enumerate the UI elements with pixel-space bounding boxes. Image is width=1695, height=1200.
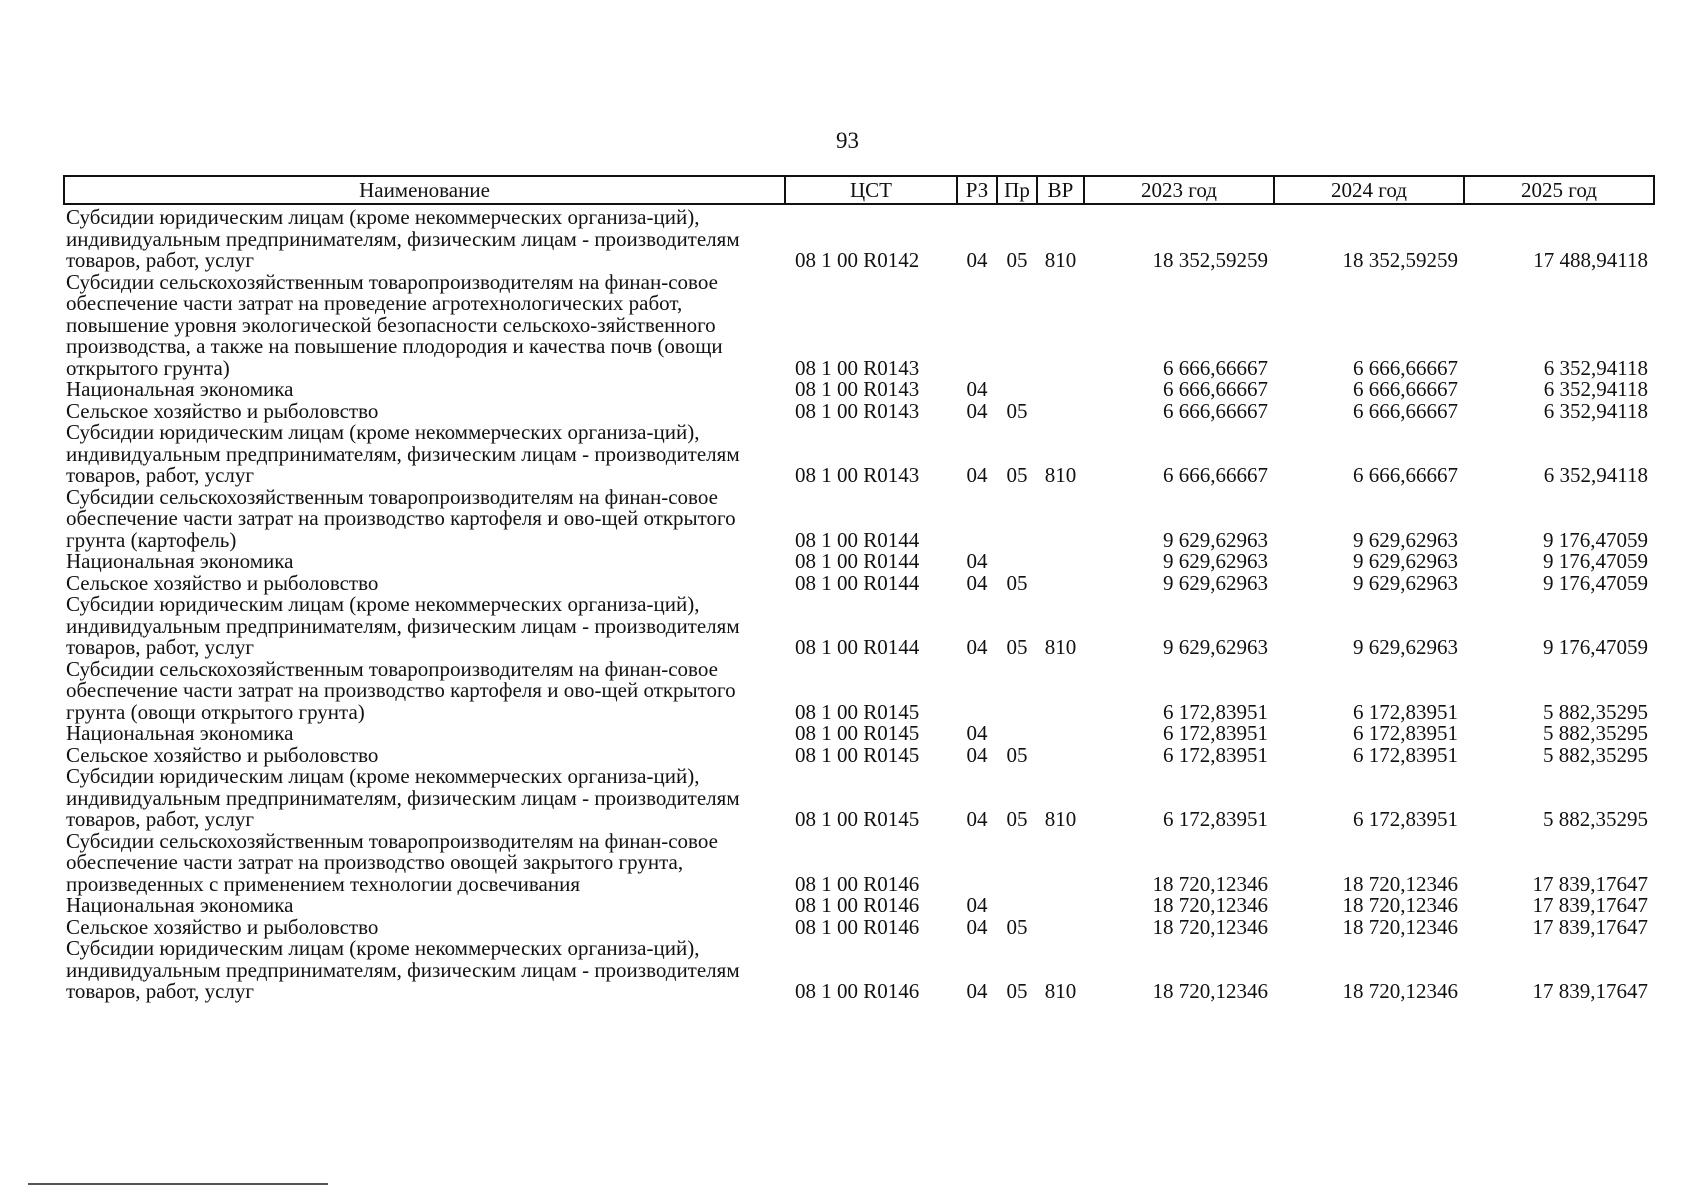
header-row xyxy=(64,176,1654,204)
cell-vr xyxy=(1037,551,1084,573)
cell-vr xyxy=(1037,745,1084,767)
cell-vr xyxy=(1037,659,1084,724)
cell-2025: 17 488,94118 xyxy=(1533,248,1648,272)
cell-pr: 05 xyxy=(1006,914,1028,939)
cell-pr: 05 xyxy=(1006,463,1028,487)
cell-2023: 9 629,62963 xyxy=(1163,527,1268,552)
cell-pr: 05 xyxy=(1006,979,1028,1003)
table-row xyxy=(64,831,1654,896)
cell-cst: 08 1 00 R0146 xyxy=(795,893,920,917)
cell-cst: 08 1 00 R0146 xyxy=(795,871,920,896)
cell-name: Сельское хозяйство и рыболовство xyxy=(66,914,379,939)
cell-2024: 6 666,66667 xyxy=(1353,355,1458,380)
cell-rz: 04 xyxy=(966,248,988,272)
cell-rz: 04 xyxy=(966,742,988,767)
table-row xyxy=(64,422,1654,487)
cell-2025: 5 882,35295 xyxy=(1543,721,1648,745)
cell-vr xyxy=(1037,723,1084,745)
page-number: 93 xyxy=(836,128,859,153)
cell-vr xyxy=(1037,917,1084,939)
cell-pr xyxy=(997,487,1037,552)
header-2023: 2023 год xyxy=(1084,176,1274,204)
cell-2025: 5 882,35295 xyxy=(1543,699,1648,724)
cell-rz xyxy=(957,831,997,896)
cell-cst: 08 1 00 R0142 xyxy=(795,248,920,272)
cell-vr xyxy=(1037,401,1084,423)
cell-2024: 18 720,12346 xyxy=(1342,914,1458,939)
cell-rz: 04 xyxy=(966,549,988,573)
cell-cst: 08 1 00 R0145 xyxy=(795,807,920,831)
cell-name: Национальная экономика xyxy=(66,549,294,573)
cell-cst: 08 1 00 R0144 xyxy=(795,570,920,595)
table-row xyxy=(64,917,1654,939)
cell-rz xyxy=(957,272,997,380)
cell-cst: 08 1 00 R0144 xyxy=(795,549,920,573)
cell-2025: 17 839,17647 xyxy=(1532,871,1648,896)
cell-name: Субсидии сельскохозяйственным товаропроизводителям на финан-совое обеспечение части затрат на проведение агротехнологических работ, повышение уровня экологической безопасности сельскохо-зяйственного производства, а также на повышение плодородия и качества почв (овощи открытого грунта) xyxy=(66,269,723,380)
cell-cst: 08 1 00 R0143 xyxy=(795,377,920,401)
table-row xyxy=(64,766,1654,831)
cell-rz: 04 xyxy=(966,914,988,939)
cell-rz: 04 xyxy=(966,398,988,423)
cell-name: Субсидии сельскохозяйственным товаропроизводителям на финан-совое обеспечение части затрат на производство картофеля и ово-щей открытого грунта (овощи открытого грунта) xyxy=(66,656,736,724)
cell-cst: 08 1 00 R0146 xyxy=(795,979,920,1003)
cell-2025: 9 176,47059 xyxy=(1543,549,1648,573)
cell-2024: 18 720,12346 xyxy=(1342,979,1458,1003)
cell-2023: 18 352,59259 xyxy=(1152,248,1268,272)
cell-pr xyxy=(997,723,1037,745)
cell-2023: 18 720,12346 xyxy=(1152,979,1268,1003)
cell-pr: 05 xyxy=(1006,248,1028,272)
cell-name: Сельское хозяйство и рыболовство xyxy=(66,570,379,595)
header-2024: 2024 год xyxy=(1274,176,1464,204)
cell-2023: 6 666,66667 xyxy=(1163,355,1268,380)
cell-2025: 5 882,35295 xyxy=(1543,742,1648,767)
cell-name: Субсидии юридическим лицам (кроме некоммерческих организа-ций), индивидуальным предпринимателям, физическим лицам - производителям товаров, работ, услуг xyxy=(66,592,740,659)
cell-2025: 6 352,94118 xyxy=(1543,377,1648,401)
cell-name: Субсидии сельскохозяйственным товаропроизводителям на финан-совое обеспечение части затрат на производство овощей закрытого грунта, произведенных с применением технологии досвечивания xyxy=(66,828,718,896)
cell-pr: 05 xyxy=(1006,635,1028,659)
cell-vr xyxy=(1037,895,1084,917)
cell-pr: 05 xyxy=(1006,570,1028,595)
cell-vr xyxy=(1037,573,1084,595)
cell-cst: 08 1 00 R0143 xyxy=(795,355,920,380)
cell-pr xyxy=(997,379,1037,401)
header-vr: ВР xyxy=(1037,176,1084,204)
cell-2024: 18 720,12346 xyxy=(1342,871,1458,896)
header-2025: 2025 год xyxy=(1464,176,1654,204)
cell-vr xyxy=(1037,379,1084,401)
cell-pr xyxy=(997,272,1037,380)
cell-2023: 9 629,62963 xyxy=(1163,570,1268,595)
cell-2025: 9 176,47059 xyxy=(1543,635,1648,659)
cell-name: Сельское хозяйство и рыболовство xyxy=(66,742,379,767)
cell-vr: 810 xyxy=(1044,635,1077,659)
budget-table xyxy=(63,175,1655,1003)
cell-2025: 17 839,17647 xyxy=(1532,893,1648,917)
cell-cst: 08 1 00 R0145 xyxy=(795,721,920,745)
cell-2025: 17 839,17647 xyxy=(1532,914,1648,939)
cell-2024: 9 629,62963 xyxy=(1353,570,1458,595)
cell-vr: 810 xyxy=(1044,807,1077,831)
cell-2023: 6 666,66667 xyxy=(1163,463,1268,487)
cell-rz xyxy=(957,659,997,724)
cell-rz: 04 xyxy=(966,979,988,1003)
table-row xyxy=(64,379,1654,401)
cell-vr: 810 xyxy=(1044,248,1077,272)
cell-vr xyxy=(1037,831,1084,896)
cell-cst: 08 1 00 R0146 xyxy=(795,914,920,939)
table-row xyxy=(64,745,1654,767)
cell-2024: 6 172,83951 xyxy=(1353,699,1458,724)
cell-rz: 04 xyxy=(966,377,988,401)
header-name: Наименование xyxy=(64,176,785,204)
cell-2023: 18 720,12346 xyxy=(1152,893,1268,917)
cell-2023: 18 720,12346 xyxy=(1152,914,1268,939)
footer-rule xyxy=(28,1183,328,1185)
cell-2024: 18 352,59259 xyxy=(1342,248,1458,272)
cell-rz xyxy=(957,487,997,552)
cell-cst: 08 1 00 R0144 xyxy=(795,527,920,552)
header-cst: ЦСТ xyxy=(785,176,957,204)
header-rz: РЗ xyxy=(957,176,997,204)
cell-2025: 17 839,17647 xyxy=(1532,979,1648,1003)
table-row xyxy=(64,723,1654,745)
cell-vr xyxy=(1037,272,1084,380)
cell-2024: 18 720,12346 xyxy=(1342,893,1458,917)
table-row xyxy=(64,401,1654,423)
cell-2024: 9 629,62963 xyxy=(1353,527,1458,552)
cell-name: Национальная экономика xyxy=(66,721,294,745)
cell-name: Субсидии сельскохозяйственным товаропроизводителям на финан-совое обеспечение части затрат на производство картофеля и ово-щей открытого грунта (картофель) xyxy=(66,484,736,552)
table-header xyxy=(64,176,1654,204)
cell-vr: 810 xyxy=(1044,979,1077,1003)
cell-2023: 6 666,66667 xyxy=(1163,377,1268,401)
table-row xyxy=(64,573,1654,595)
cell-2024: 6 666,66667 xyxy=(1353,377,1458,401)
cell-2024: 9 629,62963 xyxy=(1353,549,1458,573)
cell-2024: 9 629,62963 xyxy=(1353,635,1458,659)
cell-2025: 6 352,94118 xyxy=(1543,355,1648,380)
cell-vr: 810 xyxy=(1044,463,1077,487)
cell-rz: 04 xyxy=(966,635,988,659)
cell-rz: 04 xyxy=(966,893,988,917)
cell-2023: 6 172,83951 xyxy=(1163,807,1268,831)
cell-pr: 05 xyxy=(1006,807,1028,831)
table-row xyxy=(64,659,1654,724)
cell-2024: 6 666,66667 xyxy=(1353,463,1458,487)
cell-2023: 6 666,66667 xyxy=(1163,398,1268,423)
table-row xyxy=(64,895,1654,917)
cell-rz: 04 xyxy=(966,721,988,745)
cell-2023: 6 172,83951 xyxy=(1163,699,1268,724)
cell-name: Субсидии юридическим лицам (кроме некоммерческих организа-ций), индивидуальным предпринимателям, физическим лицам - производителям товаров, работ, услуг xyxy=(66,764,740,831)
table-row xyxy=(64,272,1654,380)
cell-2023: 6 172,83951 xyxy=(1163,742,1268,767)
cell-name: Национальная экономика xyxy=(66,893,294,917)
cell-cst: 08 1 00 R0145 xyxy=(795,699,920,724)
cell-name: Субсидии юридическим лицам (кроме некоммерческих организа-ций), индивидуальным предпринимателям, физическим лицам - производителям товаров, работ, услуг xyxy=(66,936,740,1003)
cell-rz: 04 xyxy=(966,807,988,831)
table-row xyxy=(64,204,1654,272)
header-pr: Пр xyxy=(997,176,1037,204)
cell-2025: 9 176,47059 xyxy=(1543,570,1648,595)
cell-2025: 6 352,94118 xyxy=(1543,463,1648,487)
cell-2025: 6 352,94118 xyxy=(1543,398,1648,423)
table-row xyxy=(64,551,1654,573)
cell-2024: 6 172,83951 xyxy=(1353,742,1458,767)
cell-pr: 05 xyxy=(1006,742,1028,767)
table-row xyxy=(64,938,1654,1003)
table-row xyxy=(64,594,1654,659)
table-row xyxy=(64,487,1654,552)
cell-pr xyxy=(997,831,1037,896)
cell-2023: 9 629,62963 xyxy=(1163,549,1268,573)
cell-name: Субсидии юридическим лицам (кроме некоммерческих организа-ций), индивидуальным предпринимателям, физическим лицам - производителям товаров, работ, услуг xyxy=(66,205,740,272)
cell-2024: 6 172,83951 xyxy=(1353,807,1458,831)
cell-2024: 6 666,66667 xyxy=(1353,398,1458,423)
cell-pr xyxy=(997,659,1037,724)
cell-pr xyxy=(997,895,1037,917)
cell-2024: 6 172,83951 xyxy=(1353,721,1458,745)
cell-cst: 08 1 00 R0143 xyxy=(795,463,920,487)
cell-name: Субсидии юридическим лицам (кроме некоммерческих организа-ций), индивидуальным предпринимателям, физическим лицам - производителям товаров, работ, услуг xyxy=(66,420,740,487)
cell-pr xyxy=(997,551,1037,573)
cell-cst: 08 1 00 R0144 xyxy=(795,635,920,659)
cell-name: Национальная экономика xyxy=(66,377,294,401)
cell-pr: 05 xyxy=(1006,398,1028,423)
cell-2025: 9 176,47059 xyxy=(1543,527,1648,552)
table-body xyxy=(64,204,1654,1003)
cell-cst: 08 1 00 R0143 xyxy=(795,398,920,423)
cell-2023: 9 629,62963 xyxy=(1163,635,1268,659)
cell-rz: 04 xyxy=(966,570,988,595)
cell-vr xyxy=(1037,487,1084,552)
cell-2023: 6 172,83951 xyxy=(1163,721,1268,745)
cell-cst: 08 1 00 R0145 xyxy=(795,742,920,767)
cell-2025: 5 882,35295 xyxy=(1543,807,1648,831)
cell-name: Сельское хозяйство и рыболовство xyxy=(66,398,379,423)
cell-2023: 18 720,12346 xyxy=(1152,871,1268,896)
cell-rz: 04 xyxy=(966,463,988,487)
